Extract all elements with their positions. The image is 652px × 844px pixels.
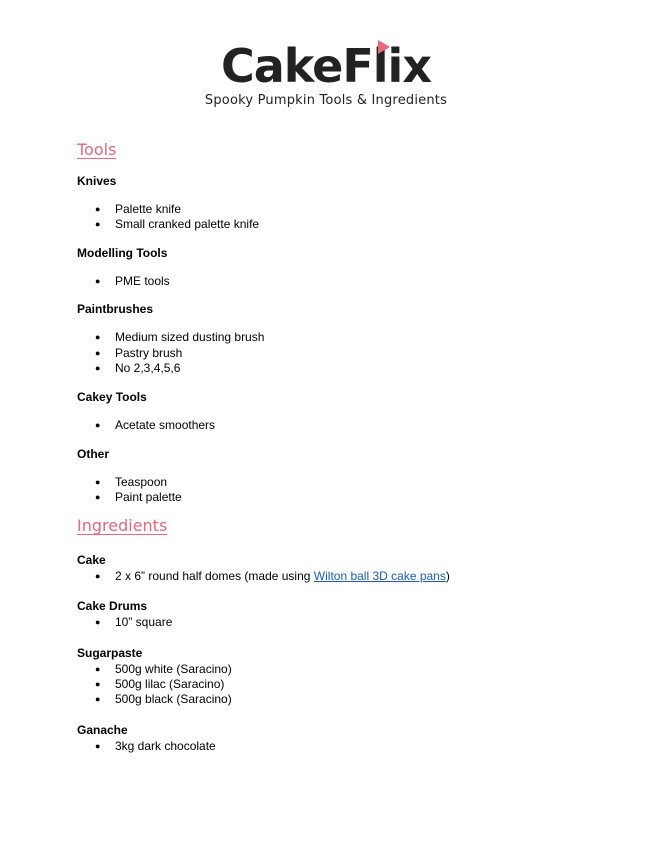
list-item-text: 500g white (Saracino) [115, 662, 232, 676]
group-heading-knives: Knives [77, 174, 117, 188]
group-heading-modelling-tools: Modelling Tools [77, 246, 168, 260]
bullet-icon: ● [95, 276, 101, 286]
list-item [95, 274, 170, 288]
bullet-icon: ● [95, 332, 101, 342]
list-item [95, 677, 224, 691]
list-item-text-suffix: ) [445, 569, 450, 583]
list-item-text: 3kg dark chocolate [115, 739, 216, 753]
list-item-text: 500g black (Saracino) [115, 692, 232, 706]
list-item-text: 2 x 6” round half domes (made using [115, 569, 314, 583]
list-item-text: Medium sized dusting brush [115, 330, 265, 344]
list-item [95, 202, 181, 216]
list-item [95, 569, 450, 583]
wilton-cake-pans-link[interactable]: Wilton ball 3D cake pans [313, 569, 446, 583]
list-item-text: PME tools [115, 274, 170, 288]
list-item [95, 418, 215, 432]
section-title-tools: Tools [77, 140, 117, 159]
bullet-icon: ● [95, 679, 101, 689]
list-item [95, 739, 216, 753]
document-subtitle: Spooky Pumpkin Tools & Ingredients [204, 93, 448, 108]
group-heading-sugarpaste: Sugarpaste [77, 646, 143, 660]
bullet-icon: ● [95, 617, 101, 627]
list-item-text: Paint palette [115, 490, 182, 504]
list-item-text: 500g lilac (Saracino) [115, 677, 225, 691]
bullet-icon: ● [95, 664, 101, 674]
list-item-text: 10” square [115, 615, 173, 629]
list-item-text: Teaspoon [115, 475, 168, 489]
list-item [95, 662, 232, 676]
bullet-icon: ● [95, 694, 101, 704]
list-item [95, 361, 180, 375]
play-triangle-icon [378, 40, 390, 54]
group-heading-paintbrushes: Paintbrushes [77, 302, 154, 316]
bullet-icon: ● [95, 492, 101, 502]
list-item-text: No 2,3,4,5,6 [115, 361, 181, 375]
list-item-text: Small cranked palette knife [115, 217, 260, 231]
list-item [95, 615, 172, 629]
group-heading-cakey-tools: Cakey Tools [77, 390, 147, 404]
bullet-icon: ● [95, 219, 101, 229]
bullet-icon: ● [95, 477, 101, 487]
group-heading-cake: Cake [77, 553, 106, 567]
group-heading-other: Other [77, 447, 110, 461]
list-item-text: Acetate smoothers [115, 418, 216, 432]
bullet-icon: ● [95, 571, 101, 581]
list-item [95, 217, 259, 231]
section-title-ingredients: Ingredients [77, 516, 168, 535]
bullet-icon: ● [95, 204, 101, 214]
logo-wordmark: CakeFlix [221, 39, 431, 93]
group-heading-cake-drums: Cake Drums [77, 599, 148, 613]
list-item [95, 475, 167, 489]
cakeflix-logo [0, 40, 652, 92]
bullet-icon: ● [95, 420, 101, 430]
list-item [95, 346, 182, 360]
list-item [95, 692, 232, 706]
list-item [95, 490, 182, 504]
bullet-icon: ● [95, 348, 101, 358]
list-item [95, 330, 264, 344]
group-heading-ganache: Ganache [77, 723, 128, 737]
bullet-icon: ● [95, 363, 101, 373]
list-item-text: Palette knife [115, 202, 182, 216]
list-item-text: Pastry brush [115, 346, 183, 360]
bullet-icon: ● [95, 741, 101, 751]
